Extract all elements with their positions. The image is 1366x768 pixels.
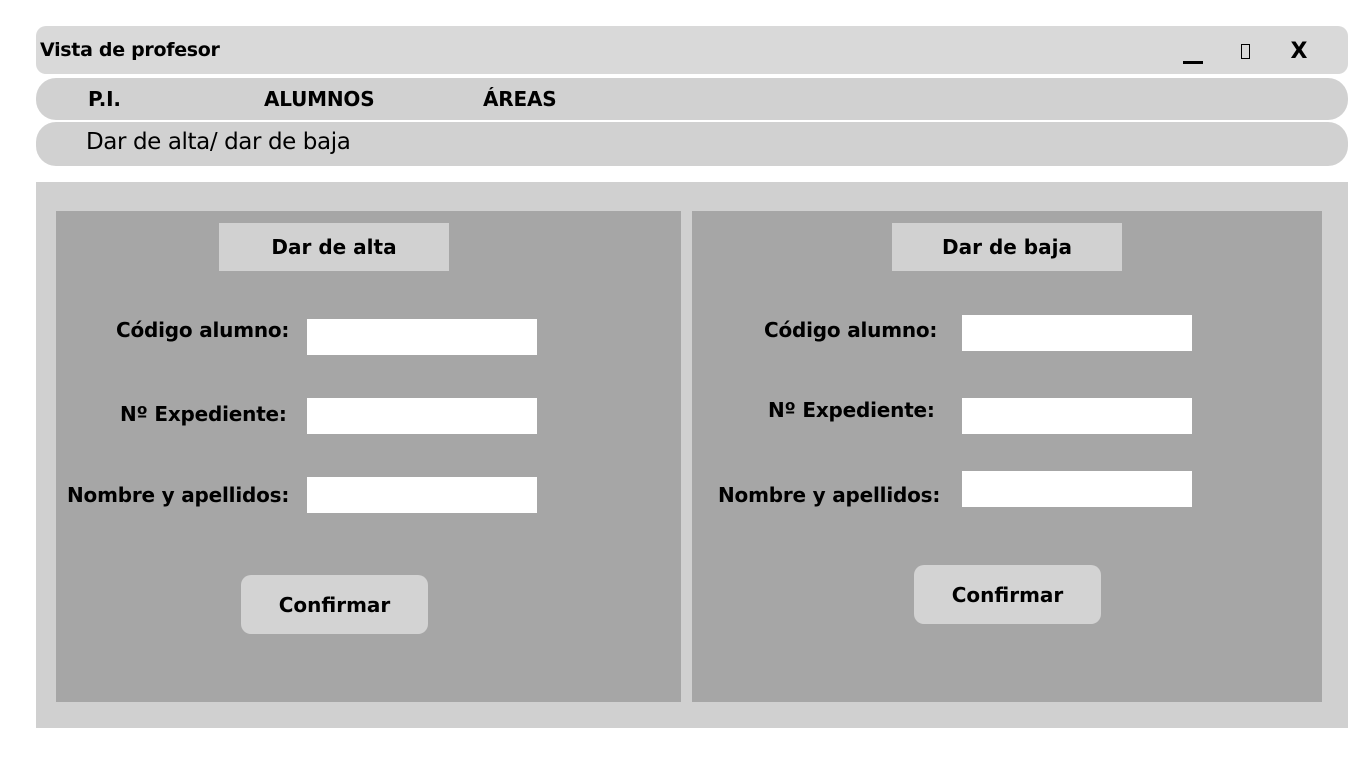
submenu-bar: [36, 122, 1348, 166]
codigo-alumno-input[interactable]: [307, 319, 537, 355]
menu-bar: [36, 78, 1348, 120]
menu-item-areas[interactable]: ÁREAS: [483, 87, 557, 111]
minimize-button[interactable]: [1176, 36, 1210, 66]
nombre-apellidos-input[interactable]: [307, 477, 537, 513]
main-content: [36, 182, 1348, 728]
confirm-baja-button[interactable]: Confirmar: [914, 565, 1101, 624]
minimize-icon: [1183, 61, 1203, 64]
menu-item-alumnos[interactable]: ALUMNOS: [264, 87, 375, 111]
maximize-button[interactable]: [1228, 36, 1262, 66]
title-bar: [36, 26, 1348, 74]
label-codigo-alumno: Código alumno:: [116, 318, 290, 342]
expediente-input[interactable]: [307, 398, 537, 434]
panel-title-baja: Dar de baja: [892, 223, 1122, 271]
label-codigo-alumno: Código alumno:: [764, 318, 938, 342]
label-expediente: Nº Expediente:: [120, 402, 287, 426]
menu-item-pi[interactable]: P.I.: [88, 87, 121, 111]
panel-dar-de-alta: [56, 211, 681, 702]
panel-dar-de-baja: [692, 211, 1322, 702]
codigo-alumno-input[interactable]: [962, 315, 1192, 351]
maximize-icon: [1241, 44, 1250, 59]
submenu-item-alta-baja[interactable]: Dar de alta/ dar de baja: [86, 129, 351, 155]
label-expediente: Nº Expediente:: [768, 398, 935, 422]
window-title: Vista de profesor: [40, 39, 220, 61]
nombre-apellidos-input[interactable]: [962, 471, 1192, 507]
close-button[interactable]: X: [1290, 38, 1308, 64]
label-nombre-apellidos: Nombre y apellidos:: [718, 483, 941, 507]
panel-title-alta: Dar de alta: [219, 223, 449, 271]
expediente-input[interactable]: [962, 398, 1192, 434]
confirm-alta-button[interactable]: Confirmar: [241, 575, 428, 634]
label-nombre-apellidos: Nombre y apellidos:: [67, 483, 290, 507]
